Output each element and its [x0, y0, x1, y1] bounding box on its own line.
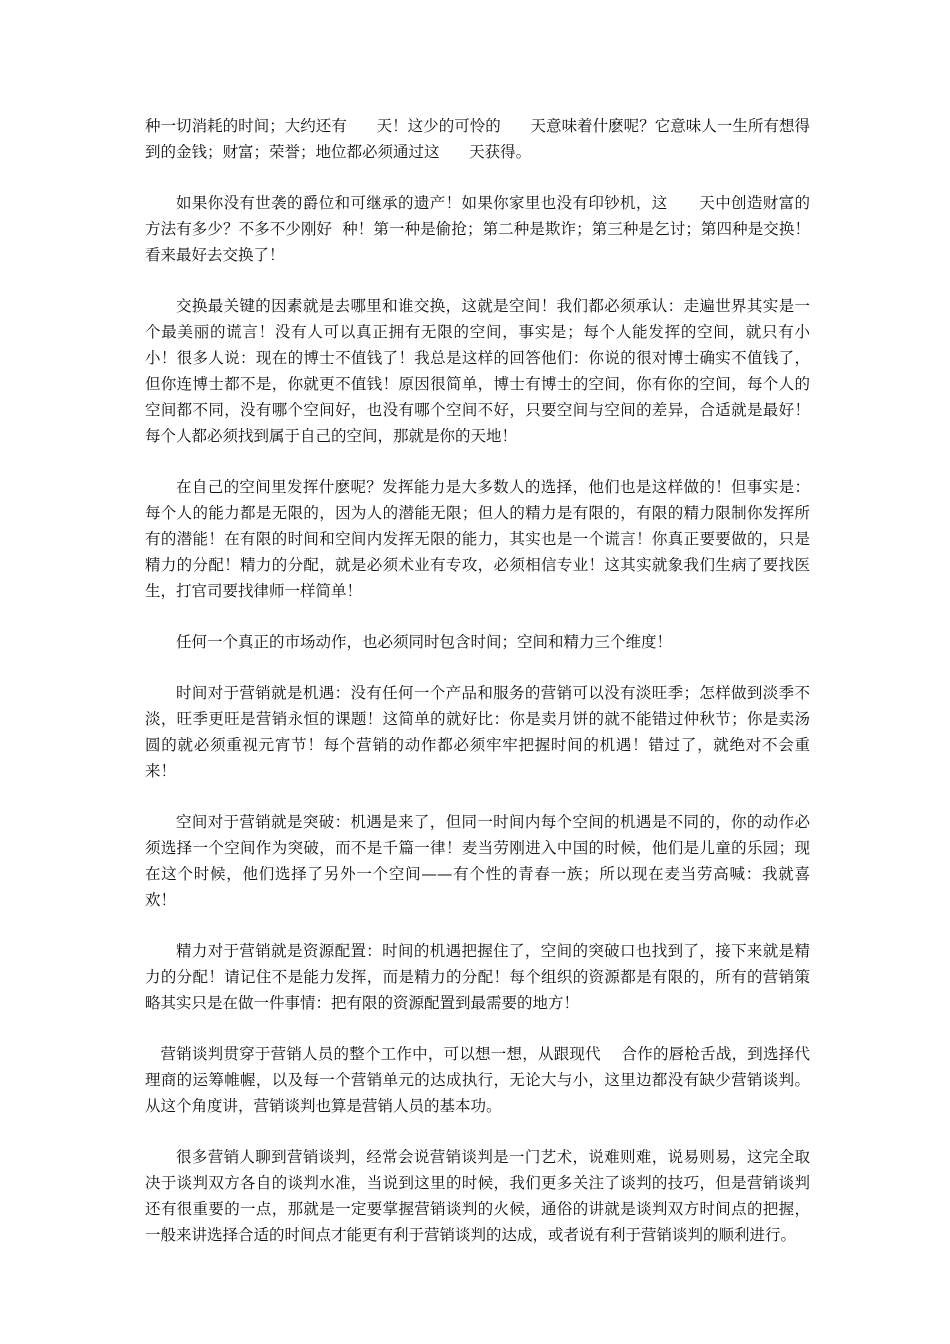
- paragraph-8: 精力对于营销就是资源配置：时间的机遇把握住了，空间的突破口也找到了，接下来就是精力的分配！请记住不是能力发挥，而是精力的分配！每个组织的资源都是有限的，所有的营销策略其实只是在做一件事情：把有限的资源配置到最需要的地方！: [145, 942, 810, 1012]
- paragraph-5: 任何一个真正的市场动作，也必须同时包含时间；空间和精力三个维度！: [176, 633, 673, 651]
- paragraph-1: 种一切消耗的时间；大约还有 天！这少的可怜的 天意味着什麽呢？它意味人一生所有想得到的金钱；财富；荣誉；地位都必须通过这 天获得。: [145, 117, 810, 161]
- paragraph-6: 时间对于营销就是机遇：没有任何一个产品和服务的营销可以没有淡旺季；怎样做到淡季不淡，旺季更旺是营销永恒的课题！这简单的就好比：你是卖月饼的就不能错过仲秋节；你是卖汤圆的就必须重视元宵节！每个营销的动作都必须牢牢把握时间的机遇！错过了，就绝对不会重来！: [145, 684, 810, 780]
- paragraph-2: 如果你没有世袭的爵位和可继承的遗产！如果你家里也没有印钞机，这 天中创造财富的方法有多少？不多不少刚好 种！第一种是偷抢；第二种是欺诈；第三种是乞讨；第四种是交换！看来最好去交换了！: [145, 194, 810, 264]
- paragraph-9: 营销谈判贯穿于营销人员的整个工作中，可以想一想，从跟现代 合作的唇枪舌战，到选择代理商的运筹帷幄，以及每一个营销单元的达成执行，无论大与小，这里边都没有缺少营销谈判。从这个角度讲，营销谈判也算是营销人员的基本功。: [145, 1045, 810, 1115]
- document-page: [145, 113, 810, 1273]
- paragraph-10: 很多营销人聊到营销谈判，经常会说营销谈判是一门艺术，说难则难，说易则易，这完全取决于谈判双方各自的谈判水准，当说到这里的时候，我们更多关注了谈判的技巧，但是营销谈判还有很重要的一点，那就是一定要掌握营销谈判的火候，通俗的讲就是谈判双方时间点的把握，一般来讲选择合适的时间点才能更有利于营销谈判的达成，或者说有利于营销谈判的顺利进行。: [145, 1148, 810, 1244]
- paragraph-4: 在自己的空间里发挥什麽呢？发挥能力是大多数人的选择，他们也是这样做的！但事实是：每个人的能力都是无限的，因为人的潜能无限；但人的精力是有限的，有限的精力限制你发挥所有的潜能！在有限的时间和空间内发挥无限的能力，其实也是一个谎言！你真正要要做的，只是精力的分配！精力的分配，就是必须术业有专攻，必须相信专业！这其实就象我们生病了要找医生，打官司要找律师一样简单！: [145, 478, 810, 600]
- paragraph-3: 交换最关键的因素就是去哪里和谁交换，这就是空间！我们都必须承认：走遍世界其实是一个最美丽的谎言！没有人可以真正拥有无限的空间，事实是；每个人能发挥的空间，就只有小小！很多人说：现在的博士不值钱了！我总是这样的回答他们：你说的很对博士确实不值钱了，但你连博士都不是，你就更不值钱！原因很简单，博士有博士的空间，你有你的空间，每个人的空间都不同，没有哪个空间好，也没有哪个空间不好，只要空间与空间的差异，合适就是最好！每个人都必须找到属于自己的空间，那就是你的天地！: [145, 297, 810, 445]
- paragraph-7: 空间对于营销就是突破：机遇是来了，但同一时间内每个空间的机遇是不同的，你的动作必须选择一个空间作为突破，而不是千篇一律！麦当劳刚进入中国的时候，他们是儿童的乐园；现在这个时候，他们选择了另外一个空间——有个性的青春一族；所以现在麦当劳高喊：我就喜欢！: [145, 813, 810, 909]
